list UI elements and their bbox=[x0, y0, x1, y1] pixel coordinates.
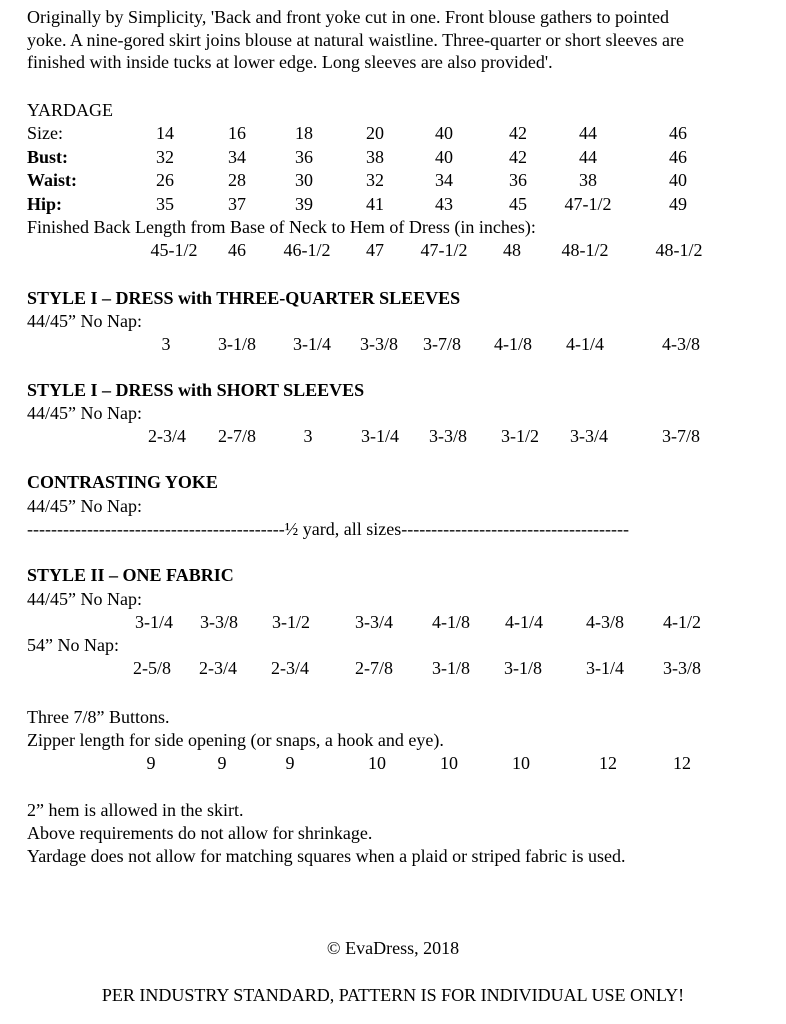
waist-row bbox=[0, 169, 786, 191]
yardage-value: 2-7/8 bbox=[218, 426, 256, 446]
waist-value: 30 bbox=[295, 170, 313, 190]
waist-label: Waist: bbox=[27, 170, 78, 190]
bust-value: 38 bbox=[366, 147, 384, 167]
style1-three-quarter-heading: STYLE I – DRESS with THREE-QUARTER SLEEVES bbox=[27, 288, 461, 308]
size-value: 44 bbox=[579, 123, 597, 143]
yardage-value: 3-3/8 bbox=[429, 426, 467, 446]
shrinkage-note: Above requirements do not allow for shrinkage. bbox=[27, 823, 373, 843]
bust-value: 32 bbox=[156, 147, 174, 167]
size-value: 20 bbox=[366, 123, 384, 143]
yardage-value: 3-1/8 bbox=[504, 658, 542, 678]
style2-row-44 bbox=[0, 611, 786, 633]
zipper-value: 12 bbox=[673, 753, 691, 773]
waist-value: 34 bbox=[435, 170, 453, 190]
waist-value: 38 bbox=[579, 170, 597, 190]
zipper-value: 12 bbox=[599, 753, 617, 773]
contrasting-yoke-note: -------------------------------------------½ yard, all sizes-------------------------------------- bbox=[27, 519, 629, 539]
hip-value: 41 bbox=[366, 194, 384, 214]
bust-value: 44 bbox=[579, 147, 597, 167]
hip-value: 43 bbox=[435, 194, 453, 214]
style2-row-54 bbox=[0, 657, 786, 679]
size-value: 16 bbox=[228, 123, 246, 143]
back-length-value: 47 bbox=[366, 240, 384, 260]
yardage-value: 4-3/8 bbox=[586, 612, 624, 632]
yardage-value: 3-3/4 bbox=[355, 612, 393, 632]
yardage-value: 4-1/8 bbox=[494, 334, 532, 354]
zipper-row bbox=[0, 752, 786, 774]
bust-value: 46 bbox=[669, 147, 687, 167]
size-value: 46 bbox=[669, 123, 687, 143]
hip-value: 35 bbox=[156, 194, 174, 214]
yardage-value: 4-1/4 bbox=[566, 334, 604, 354]
waist-value: 28 bbox=[228, 170, 246, 190]
style1-three-quarter-row bbox=[0, 333, 786, 355]
contrasting-yoke-fabric: 44/45” No Nap: bbox=[27, 496, 142, 516]
back-length-value: 48 bbox=[503, 240, 521, 260]
yardage-value: 3-7/8 bbox=[423, 334, 461, 354]
bust-value: 40 bbox=[435, 147, 453, 167]
zipper-label: Zipper length for side opening (or snaps, a hook and eye). bbox=[27, 730, 444, 750]
size-value: 42 bbox=[509, 123, 527, 143]
bust-row bbox=[0, 146, 786, 168]
hip-value: 47-1/2 bbox=[564, 194, 612, 214]
size-row bbox=[0, 122, 786, 144]
size-value: 18 bbox=[295, 123, 313, 143]
hem-note: 2” hem is allowed in the skirt. bbox=[27, 800, 244, 820]
bust-value: 42 bbox=[509, 147, 527, 167]
yardage-value: 3-3/8 bbox=[663, 658, 701, 678]
waist-value: 26 bbox=[156, 170, 174, 190]
yardage-value: 3-1/8 bbox=[432, 658, 470, 678]
yardage-value: 3-1/4 bbox=[293, 334, 331, 354]
zipper-value: 9 bbox=[217, 753, 227, 773]
yardage-value: 3-3/8 bbox=[360, 334, 398, 354]
hip-label: Hip: bbox=[27, 194, 63, 214]
back-length-value: 46-1/2 bbox=[283, 240, 331, 260]
yardage-value: 3-1/4 bbox=[361, 426, 399, 446]
copyright: © EvaDress, 2018 bbox=[326, 938, 460, 958]
waist-value: 36 bbox=[509, 170, 527, 190]
back-length-row bbox=[0, 239, 786, 261]
hip-value: 39 bbox=[295, 194, 313, 214]
usage-disclaimer: PER INDUSTRY STANDARD, PATTERN IS FOR INDIVIDUAL USE ONLY! bbox=[101, 985, 685, 1005]
size-value: 40 bbox=[435, 123, 453, 143]
back-length-label: Finished Back Length from Base of Neck to Hem of Dress (in inches): bbox=[27, 217, 536, 237]
plaid-note: Yardage does not allow for matching squares when a plaid or striped fabric is used. bbox=[27, 846, 626, 866]
yardage-value: 3-1/4 bbox=[135, 612, 173, 632]
yardage-value: 3-1/8 bbox=[218, 334, 256, 354]
back-length-value: 45-1/2 bbox=[150, 240, 198, 260]
buttons-note: Three 7/8” Buttons. bbox=[27, 707, 170, 727]
bust-label: Bust: bbox=[27, 147, 69, 167]
yardage-value: 4-3/8 bbox=[662, 334, 700, 354]
yardage-value: 3-1/2 bbox=[272, 612, 310, 632]
style1-three-quarter-fabric: 44/45” No Nap: bbox=[27, 311, 142, 331]
yardage-value: 4-1/4 bbox=[505, 612, 543, 632]
description-line: Originally by Simplicity, 'Back and front yoke cut in one. Front blouse gathers to pointed bbox=[27, 7, 669, 27]
size-label: Size: bbox=[27, 123, 63, 143]
description-line: yoke. A nine-gored skirt joins blouse at natural waistline. Three-quarter or short sleeves are bbox=[27, 29, 684, 50]
zipper-value: 10 bbox=[440, 753, 458, 773]
yardage-value: 2-3/4 bbox=[271, 658, 309, 678]
back-length-value: 48-1/2 bbox=[655, 240, 703, 260]
waist-value: 40 bbox=[669, 170, 687, 190]
bust-value: 34 bbox=[228, 147, 246, 167]
zipper-value: 9 bbox=[285, 753, 295, 773]
size-value: 14 bbox=[156, 123, 174, 143]
pattern-description bbox=[27, 6, 777, 74]
back-length-value: 48-1/2 bbox=[561, 240, 609, 260]
yardage-value: 3 bbox=[303, 426, 313, 446]
yardage-value: 3-1/2 bbox=[501, 426, 539, 446]
yardage-value: 2-3/4 bbox=[199, 658, 237, 678]
yardage-value: 4-1/2 bbox=[663, 612, 701, 632]
style2-fabric-54: 54” No Nap: bbox=[27, 635, 119, 655]
contrasting-yoke-heading: CONTRASTING YOKE bbox=[27, 472, 218, 492]
yardage-value: 3-1/4 bbox=[586, 658, 624, 678]
yardage-value: 3-3/4 bbox=[570, 426, 608, 446]
yardage-value: 3 bbox=[161, 334, 171, 354]
yardage-value: 3-3/8 bbox=[200, 612, 238, 632]
style1-short-heading: STYLE I – DRESS with SHORT SLEEVES bbox=[27, 380, 365, 400]
zipper-value: 9 bbox=[146, 753, 156, 773]
zipper-value: 10 bbox=[368, 753, 386, 773]
style1-short-row bbox=[0, 425, 786, 447]
yardage-value: 3-7/8 bbox=[662, 426, 700, 446]
yardage-value: 2-5/8 bbox=[133, 658, 171, 678]
yardage-title: YARDAGE bbox=[27, 100, 114, 120]
style1-short-fabric: 44/45” No Nap: bbox=[27, 403, 142, 423]
yardage-value: 4-1/8 bbox=[432, 612, 470, 632]
hip-value: 45 bbox=[509, 194, 527, 214]
hip-value: 49 bbox=[669, 194, 687, 214]
back-length-value: 47-1/2 bbox=[420, 240, 468, 260]
hip-value: 37 bbox=[228, 194, 246, 214]
yardage-value: 2-7/8 bbox=[355, 658, 393, 678]
style2-fabric-44: 44/45” No Nap: bbox=[27, 589, 142, 609]
waist-value: 32 bbox=[366, 170, 384, 190]
style2-heading: STYLE II – ONE FABRIC bbox=[27, 565, 234, 585]
hip-row bbox=[0, 193, 786, 215]
description-line: finished with inside tucks at lower edge. Long sleeves are also provided'. bbox=[27, 52, 553, 72]
back-length-value: 46 bbox=[228, 240, 246, 260]
yardage-value: 2-3/4 bbox=[148, 426, 186, 446]
zipper-value: 10 bbox=[512, 753, 530, 773]
bust-value: 36 bbox=[295, 147, 313, 167]
